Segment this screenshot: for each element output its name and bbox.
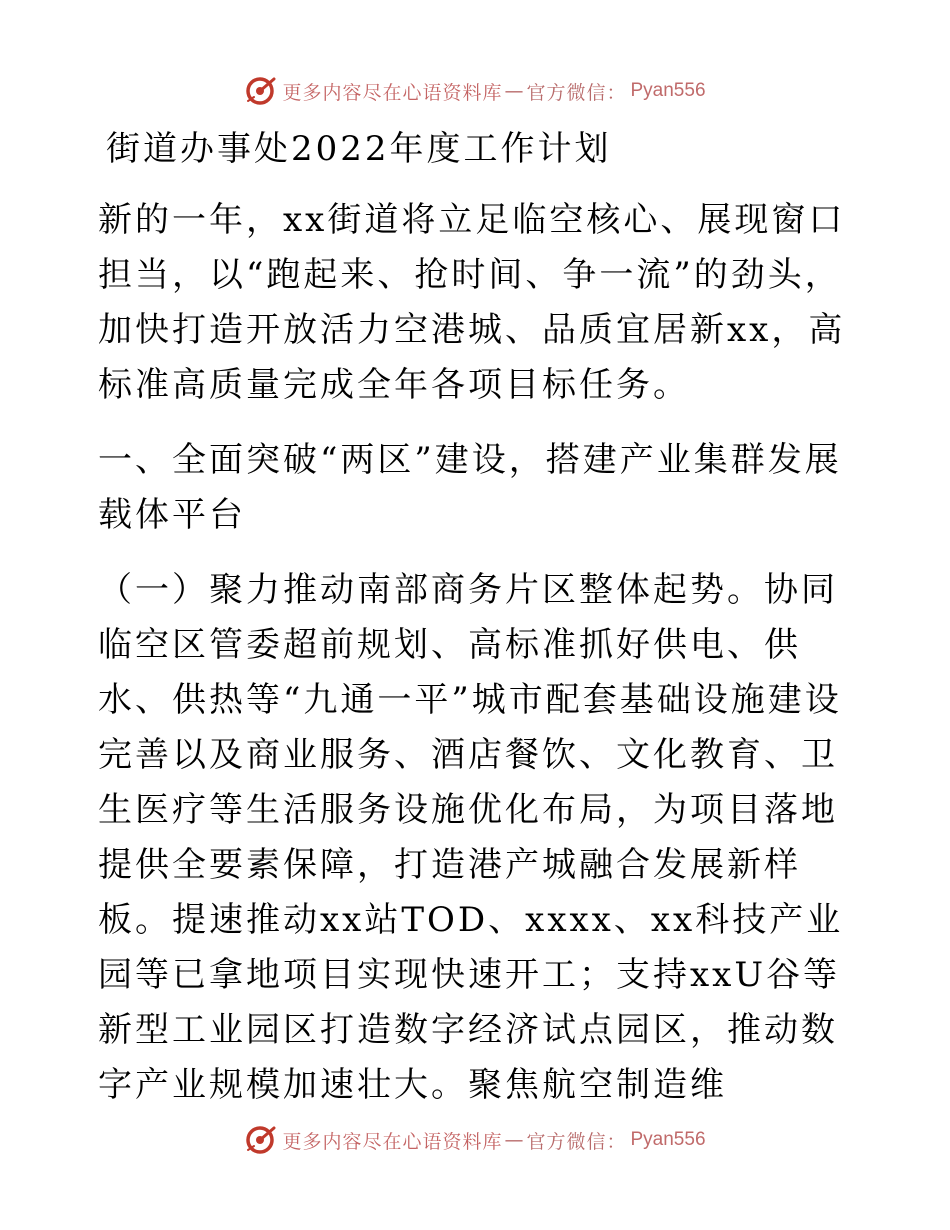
watermark-banner-bottom	[0, 1120, 950, 1160]
watermark-dash: —	[504, 1129, 525, 1151]
paragraph-intro: 新的一年，xx街道将立足临空核心、展现窗口担当，以“跑起来、抢时间、争一流”的劲头，加快打造开放活力空港城、品质宜居新xx，高标准高质量完成全年各项目标任务。	[98, 200, 846, 405]
watermark-account: Pyan556	[630, 1129, 706, 1150]
watermark-dash: —	[504, 80, 525, 102]
watermark-wechat-label: 官方微信：	[526, 1130, 627, 1153]
brand-logo-icon	[244, 75, 276, 107]
watermark-brand: 更多内容尽在心语资料库	[282, 1130, 503, 1153]
paragraph-section-1-1: （一）聚力推动南部商务片区整体起势。协同临空区管委超前规划、高标准抓好供电、供水、供热等“九通一平”城市配套基础设施建设完善以及商业服务、酒店餐饮、文化教育、卫生医疗等生活服务设施优化布局，为项目落地提供全要素保障，打造港产城融合发展新样板。提速推动xx站TOD、xxxx、xx科技产业园等已拿地项目实现快速开工；支持xxU谷等新型工业园区打造数字经济试点园区，推动数字产业规模加速壮大。聚焦航空制造维	[98, 570, 844, 1105]
watermark-brand: 更多内容尽在心语资料库	[282, 81, 503, 104]
brand-logo-icon	[244, 1124, 276, 1156]
document-body	[98, 122, 858, 1133]
watermark-account: Pyan556	[630, 80, 706, 101]
document-title: 街道办事处2022年度工作计划	[106, 129, 612, 169]
watermark-wechat-label: 官方微信：	[526, 81, 627, 104]
section-heading-1: 一、全面突破“两区”建设，搭建产业集群发展载体平台	[98, 440, 842, 535]
watermark-banner-top	[0, 71, 950, 111]
